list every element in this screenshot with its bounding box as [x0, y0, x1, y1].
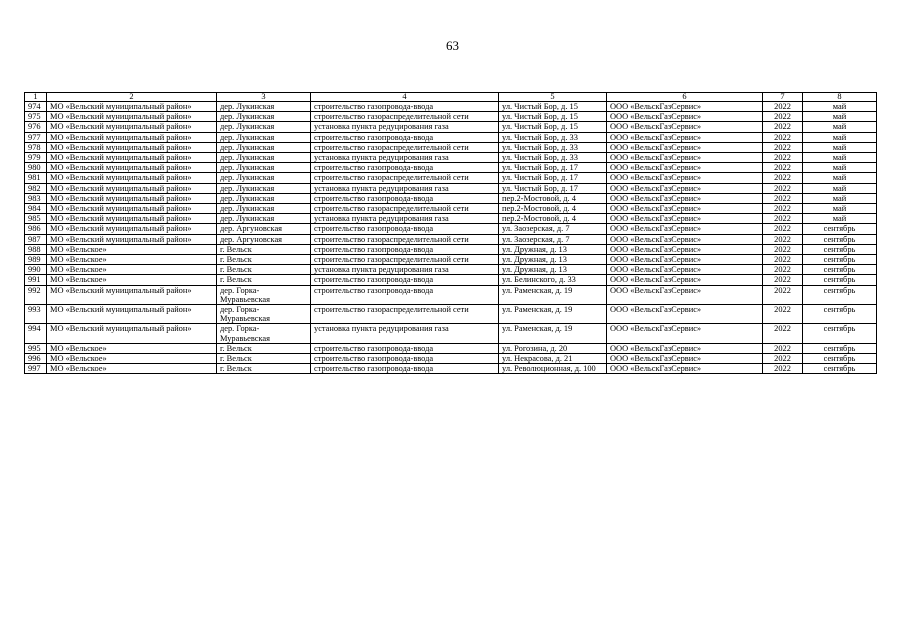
column-header: 7	[763, 93, 803, 102]
year-cell: 2022	[763, 102, 803, 112]
month-cell: май	[803, 214, 877, 224]
settlement-cell: дер. Горка-Муравьевская	[217, 324, 311, 343]
table-row	[25, 224, 877, 234]
address-cell: пер.2-Мостовой, д. 4	[499, 204, 607, 214]
settlement-cell: дер. Лукинская	[217, 214, 311, 224]
month-cell: май	[803, 173, 877, 183]
table-row	[25, 153, 877, 163]
contractor-cell: ООО «ВельскГазСервис»	[607, 234, 763, 244]
row-number: 991	[25, 275, 47, 285]
year-cell: 2022	[763, 234, 803, 244]
contractor-cell: ООО «ВельскГазСервис»	[607, 265, 763, 275]
settlement-cell: дер. Лукинская	[217, 193, 311, 203]
month-cell: май	[803, 122, 877, 132]
table-row	[25, 354, 877, 364]
contractor-cell: ООО «ВельскГазСервис»	[607, 244, 763, 254]
page-number: 63	[446, 38, 459, 53]
table-row	[25, 183, 877, 193]
settlement-cell: дер. Лукинская	[217, 204, 311, 214]
month-cell: май	[803, 193, 877, 203]
contractor-cell: ООО «ВельскГазСервис»	[607, 153, 763, 163]
row-number: 983	[25, 193, 47, 203]
settlement-cell: дер. Лукинская	[217, 163, 311, 173]
year-cell: 2022	[763, 193, 803, 203]
work-type-cell: строительство газораспределительной сети	[311, 204, 499, 214]
settlement-cell: дер. Горка-Муравьевская	[217, 285, 311, 304]
address-cell: ул. Некрасова, д. 21	[499, 354, 607, 364]
year-cell: 2022	[763, 163, 803, 173]
work-type-cell: строительство газопровода-ввода	[311, 132, 499, 142]
contractor-cell: ООО «ВельскГазСервис»	[607, 132, 763, 142]
settlement-cell: дер. Лукинская	[217, 102, 311, 112]
work-type-cell: строительство газораспределительной сети	[311, 255, 499, 265]
contractor-cell: ООО «ВельскГазСервис»	[607, 173, 763, 183]
address-cell: ул. Раменская, д. 19	[499, 305, 607, 324]
year-cell: 2022	[763, 224, 803, 234]
municipality-cell: МО «Вельский муниципальный район»	[47, 153, 217, 163]
row-number: 976	[25, 122, 47, 132]
row-number: 990	[25, 265, 47, 275]
address-cell: ул. Заозерская, д. 7	[499, 234, 607, 244]
year-cell: 2022	[763, 324, 803, 343]
table-row	[25, 255, 877, 265]
year-cell: 2022	[763, 364, 803, 374]
work-type-cell: установка пункта редуцирования газа	[311, 265, 499, 275]
address-cell: ул. Чистый Бор, д. 17	[499, 183, 607, 193]
contractor-cell: ООО «ВельскГазСервис»	[607, 324, 763, 343]
register-table	[24, 92, 877, 374]
settlement-cell: дер. Аргуновская	[217, 224, 311, 234]
contractor-cell: ООО «ВельскГазСервис»	[607, 224, 763, 234]
municipality-cell: МО «Вельский муниципальный район»	[47, 173, 217, 183]
contractor-cell: ООО «ВельскГазСервис»	[607, 255, 763, 265]
work-type-cell: строительство газопровода-ввода	[311, 193, 499, 203]
row-number: 985	[25, 214, 47, 224]
row-number: 978	[25, 142, 47, 152]
work-type-cell: строительство газопровода-ввода	[311, 364, 499, 374]
contractor-cell: ООО «ВельскГазСервис»	[607, 285, 763, 304]
settlement-cell: дер. Аргуновская	[217, 234, 311, 244]
contractor-cell: ООО «ВельскГазСервис»	[607, 193, 763, 203]
settlement-cell: г. Вельск	[217, 354, 311, 364]
table-row	[25, 142, 877, 152]
year-cell: 2022	[763, 265, 803, 275]
work-type-cell: строительство газораспределительной сети	[311, 142, 499, 152]
row-number: 996	[25, 354, 47, 364]
table-row	[25, 102, 877, 112]
address-cell: ул. Чистый Бор, д. 33	[499, 142, 607, 152]
row-number: 974	[25, 102, 47, 112]
work-type-cell: строительство газопровода-ввода	[311, 343, 499, 353]
address-cell: ул. Раменская, д. 19	[499, 285, 607, 304]
month-cell: май	[803, 112, 877, 122]
municipality-cell: МО «Вельский муниципальный район»	[47, 112, 217, 122]
row-number: 997	[25, 364, 47, 374]
year-cell: 2022	[763, 112, 803, 122]
column-header: 6	[607, 93, 763, 102]
year-cell: 2022	[763, 142, 803, 152]
settlement-cell: дер. Лукинская	[217, 173, 311, 183]
row-number: 995	[25, 343, 47, 353]
municipality-cell: МО «Вельский муниципальный район»	[47, 204, 217, 214]
municipality-cell: МО «Вельский муниципальный район»	[47, 224, 217, 234]
work-type-cell: установка пункта редуцирования газа	[311, 153, 499, 163]
row-number: 975	[25, 112, 47, 122]
row-number: 988	[25, 244, 47, 254]
settlement-cell: дер. Лукинская	[217, 183, 311, 193]
municipality-cell: МО «Вельский муниципальный район»	[47, 163, 217, 173]
table-row	[25, 275, 877, 285]
address-cell: пер.2-Мостовой, д. 4	[499, 214, 607, 224]
contractor-cell: ООО «ВельскГазСервис»	[607, 354, 763, 364]
column-header: 1	[25, 93, 47, 102]
settlement-cell: г. Вельск	[217, 275, 311, 285]
month-cell: сентябрь	[803, 324, 877, 343]
settlement-cell: дер. Лукинская	[217, 122, 311, 132]
table-row	[25, 234, 877, 244]
work-type-cell: строительство газопровода-ввода	[311, 244, 499, 254]
month-cell: сентябрь	[803, 265, 877, 275]
year-cell: 2022	[763, 354, 803, 364]
month-cell: май	[803, 142, 877, 152]
municipality-cell: МО «Вельское»	[47, 275, 217, 285]
municipality-cell: МО «Вельский муниципальный район»	[47, 132, 217, 142]
year-cell: 2022	[763, 244, 803, 254]
year-cell: 2022	[763, 122, 803, 132]
municipality-cell: МО «Вельский муниципальный район»	[47, 324, 217, 343]
municipality-cell: МО «Вельское»	[47, 244, 217, 254]
row-number: 987	[25, 234, 47, 244]
header-row	[25, 93, 877, 102]
settlement-cell: г. Вельск	[217, 265, 311, 275]
month-cell: май	[803, 163, 877, 173]
work-type-cell: строительство газораспределительной сети	[311, 305, 499, 324]
address-cell: ул. Раменская, д. 19	[499, 324, 607, 343]
municipality-cell: МО «Вельское»	[47, 364, 217, 374]
contractor-cell: ООО «ВельскГазСервис»	[607, 364, 763, 374]
row-number: 980	[25, 163, 47, 173]
work-type-cell: установка пункта редуцирования газа	[311, 324, 499, 343]
address-cell: ул. Чистый Бор, д. 33	[499, 153, 607, 163]
row-number: 989	[25, 255, 47, 265]
settlement-cell: г. Вельск	[217, 244, 311, 254]
contractor-cell: ООО «ВельскГазСервис»	[607, 343, 763, 353]
month-cell: сентябрь	[803, 285, 877, 304]
month-cell: сентябрь	[803, 364, 877, 374]
settlement-cell: дер. Горка-Муравьевская	[217, 305, 311, 324]
row-number: 981	[25, 173, 47, 183]
address-cell: ул. Чистый Бор, д. 15	[499, 102, 607, 112]
month-cell: сентябрь	[803, 244, 877, 254]
contractor-cell: ООО «ВельскГазСервис»	[607, 163, 763, 173]
row-number: 982	[25, 183, 47, 193]
address-cell: ул. Рогозина, д. 20	[499, 343, 607, 353]
table-row	[25, 204, 877, 214]
table-row	[25, 214, 877, 224]
settlement-cell: дер. Лукинская	[217, 153, 311, 163]
contractor-cell: ООО «ВельскГазСервис»	[607, 122, 763, 132]
year-cell: 2022	[763, 204, 803, 214]
address-cell: пер.2-Мостовой, д. 4	[499, 193, 607, 203]
column-header: 4	[311, 93, 499, 102]
row-number: 986	[25, 224, 47, 234]
address-cell: ул. Дружная, д. 13	[499, 244, 607, 254]
municipality-cell: МО «Вельское»	[47, 265, 217, 275]
year-cell: 2022	[763, 305, 803, 324]
year-cell: 2022	[763, 183, 803, 193]
address-cell: ул. Дружная, д. 13	[499, 265, 607, 275]
work-type-cell: установка пункта редуцирования газа	[311, 122, 499, 132]
work-type-cell: строительство газораспределительной сети	[311, 234, 499, 244]
table-row	[25, 364, 877, 374]
settlement-cell: г. Вельск	[217, 364, 311, 374]
month-cell: сентябрь	[803, 255, 877, 265]
month-cell: май	[803, 102, 877, 112]
municipality-cell: МО «Вельское»	[47, 354, 217, 364]
row-number: 992	[25, 285, 47, 304]
municipality-cell: МО «Вельский муниципальный район»	[47, 142, 217, 152]
month-cell: сентябрь	[803, 305, 877, 324]
work-type-cell: строительство газопровода-ввода	[311, 102, 499, 112]
column-header: 3	[217, 93, 311, 102]
municipality-cell: МО «Вельский муниципальный район»	[47, 285, 217, 304]
row-number: 979	[25, 153, 47, 163]
address-cell: ул. Чистый Бор, д. 17	[499, 173, 607, 183]
year-cell: 2022	[763, 285, 803, 304]
work-type-cell: строительство газораспределительной сети	[311, 112, 499, 122]
year-cell: 2022	[763, 343, 803, 353]
year-cell: 2022	[763, 132, 803, 142]
column-header: 5	[499, 93, 607, 102]
table-row	[25, 343, 877, 353]
work-type-cell: установка пункта редуцирования газа	[311, 183, 499, 193]
table-row	[25, 305, 877, 324]
month-cell: сентябрь	[803, 234, 877, 244]
month-cell: май	[803, 183, 877, 193]
month-cell: май	[803, 204, 877, 214]
municipality-cell: МО «Вельский муниципальный район»	[47, 193, 217, 203]
settlement-cell: дер. Лукинская	[217, 112, 311, 122]
month-cell: сентябрь	[803, 275, 877, 285]
address-cell: ул. Дружная, д. 13	[499, 255, 607, 265]
address-cell: ул. Чистый Бор, д. 15	[499, 122, 607, 132]
year-cell: 2022	[763, 153, 803, 163]
contractor-cell: ООО «ВельскГазСервис»	[607, 214, 763, 224]
work-type-cell: строительство газопровода-ввода	[311, 285, 499, 304]
table-row	[25, 122, 877, 132]
municipality-cell: МО «Вельский муниципальный район»	[47, 234, 217, 244]
municipality-cell: МО «Вельский муниципальный район»	[47, 183, 217, 193]
municipality-cell: МО «Вельское»	[47, 255, 217, 265]
year-cell: 2022	[763, 173, 803, 183]
year-cell: 2022	[763, 255, 803, 265]
work-type-cell: строительство газораспределительной сети	[311, 173, 499, 183]
month-cell: сентябрь	[803, 224, 877, 234]
table-row	[25, 265, 877, 275]
contractor-cell: ООО «ВельскГазСервис»	[607, 102, 763, 112]
work-type-cell: строительство газопровода-ввода	[311, 354, 499, 364]
table-row	[25, 324, 877, 343]
table-row	[25, 132, 877, 142]
address-cell: ул. Чистый Бор, д. 15	[499, 112, 607, 122]
address-cell: ул. Заозерская, д. 7	[499, 224, 607, 234]
table-row	[25, 285, 877, 304]
municipality-cell: МО «Вельский муниципальный район»	[47, 102, 217, 112]
year-cell: 2022	[763, 214, 803, 224]
address-cell: ул. Чистый Бор, д. 17	[499, 163, 607, 173]
row-number: 977	[25, 132, 47, 142]
contractor-cell: ООО «ВельскГазСервис»	[607, 112, 763, 122]
address-cell: ул. Чистый Бор, д. 33	[499, 132, 607, 142]
table-row	[25, 163, 877, 173]
month-cell: сентябрь	[803, 354, 877, 364]
column-header: 8	[803, 93, 877, 102]
table-row	[25, 193, 877, 203]
settlement-cell: дер. Лукинская	[217, 132, 311, 142]
row-number: 994	[25, 324, 47, 343]
address-cell: ул. Белинского, д. 33	[499, 275, 607, 285]
table-row	[25, 112, 877, 122]
month-cell: сентябрь	[803, 343, 877, 353]
year-cell: 2022	[763, 275, 803, 285]
contractor-cell: ООО «ВельскГазСервис»	[607, 305, 763, 324]
register-body	[25, 102, 877, 374]
address-cell: ул. Революционная, д. 100	[499, 364, 607, 374]
work-type-cell: строительство газопровода-ввода	[311, 275, 499, 285]
month-cell: май	[803, 132, 877, 142]
municipality-cell: МО «Вельский муниципальный район»	[47, 214, 217, 224]
month-cell: май	[803, 153, 877, 163]
municipality-cell: МО «Вельское»	[47, 343, 217, 353]
work-type-cell: строительство газопровода-ввода	[311, 224, 499, 234]
municipality-cell: МО «Вельский муниципальный район»	[47, 305, 217, 324]
work-type-cell: строительство газопровода-ввода	[311, 163, 499, 173]
column-header: 2	[47, 93, 217, 102]
settlement-cell: г. Вельск	[217, 343, 311, 353]
row-number: 984	[25, 204, 47, 214]
settlement-cell: г. Вельск	[217, 255, 311, 265]
table-row	[25, 244, 877, 254]
contractor-cell: ООО «ВельскГазСервис»	[607, 275, 763, 285]
contractor-cell: ООО «ВельскГазСервис»	[607, 204, 763, 214]
settlement-cell: дер. Лукинская	[217, 142, 311, 152]
work-type-cell: установка пункта редуцирования газа	[311, 214, 499, 224]
row-number: 993	[25, 305, 47, 324]
municipality-cell: МО «Вельский муниципальный район»	[47, 122, 217, 132]
table-row	[25, 173, 877, 183]
contractor-cell: ООО «ВельскГазСервис»	[607, 183, 763, 193]
contractor-cell: ООО «ВельскГазСервис»	[607, 142, 763, 152]
